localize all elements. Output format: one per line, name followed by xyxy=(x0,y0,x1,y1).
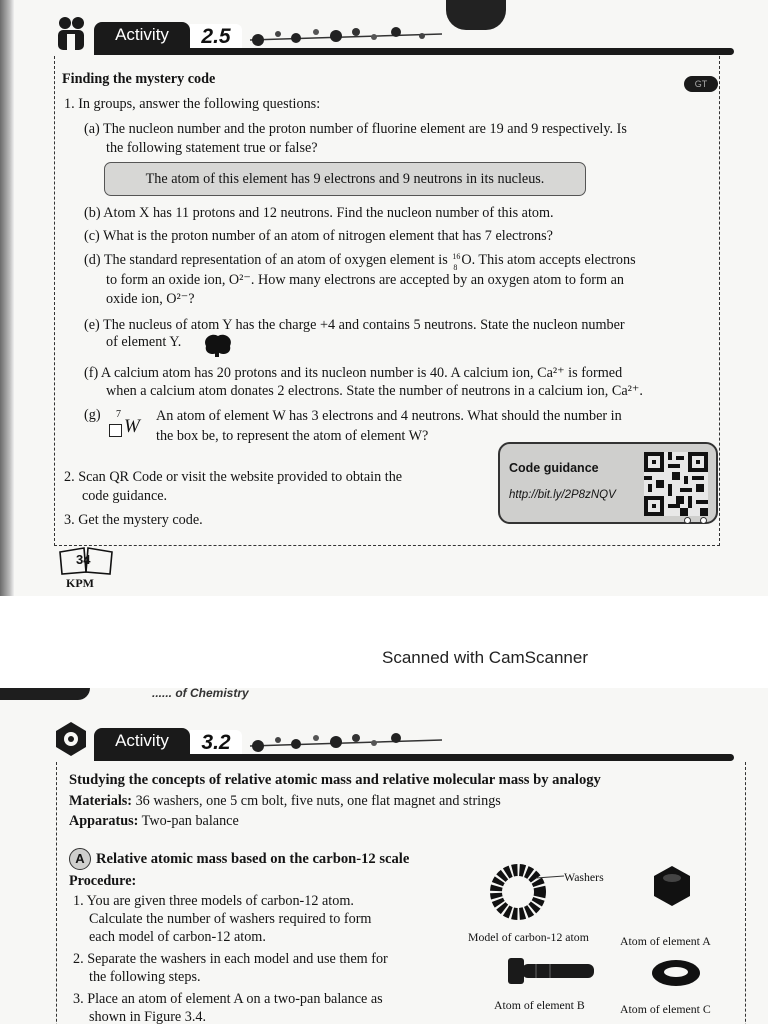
procedure-label: Procedure: xyxy=(69,873,137,889)
question-d-line-2: to form an oxide ion, O²⁻. How many electrons are accepted by an oxygen atom to form an xyxy=(106,272,624,288)
element-c-magnet-image xyxy=(650,958,702,988)
textbook-page-chapter-3 xyxy=(0,688,768,1024)
step-2-line-1: 2. Scan QR Code or visit the website provided to obtain the xyxy=(64,469,403,485)
activity-title-2: Studying the concepts of relative atomic mass and relative molecular mass by analogy xyxy=(69,772,601,788)
question-c: (c) What is the proton number of an atom of nitrogen element that has 7 electrons? xyxy=(84,228,553,244)
activity-header-2 xyxy=(50,720,740,764)
apparatus-label: Apparatus: xyxy=(69,813,139,829)
step-1-line-3: each model of carbon-12 atom. xyxy=(89,929,266,945)
activity-header xyxy=(50,14,740,58)
step-3-line-1-p2: 3. Place an atom of element A on a two-pan balance as xyxy=(73,991,383,1007)
code-guidance-url[interactable]: http://bit.ly/2P8zNQV xyxy=(509,489,616,501)
question-e-line-2: of element Y. xyxy=(106,334,182,350)
experiment-icon xyxy=(52,720,90,758)
carbon-12-washer-model-image xyxy=(488,864,568,920)
scanner-watermark: Scanned with CamScanner xyxy=(382,648,589,667)
qr-code-icon[interactable] xyxy=(644,452,708,516)
step-1-line-1: 1. You are given three models of carbon-12 atom. xyxy=(73,893,354,909)
activity-number-2: 3.2 xyxy=(190,730,242,756)
molecule-chain-decoration-2 xyxy=(246,726,446,756)
oxygen-proton-number: 8 xyxy=(453,263,458,272)
question-d-line-3: oxide ion, O²⁻? xyxy=(106,291,195,307)
group-task-badge: GT xyxy=(684,76,718,92)
element-w-nucleon-number: 7 xyxy=(116,409,121,420)
element-b-bolt-image xyxy=(506,954,596,988)
apparatus-text: Two-pan balance xyxy=(141,813,239,829)
question-d-line-1 xyxy=(84,251,636,272)
question-1: 1. In groups, answer the following questions: xyxy=(64,96,321,112)
panel-dot-1 xyxy=(684,517,691,524)
group-activity-icon xyxy=(52,14,90,52)
question-g-label: (g) xyxy=(84,407,101,423)
step-2-line-2-p2: the following steps. xyxy=(89,969,201,985)
page-number: 34 xyxy=(76,552,91,567)
section-a-title: Relative atomic mass based on the carbon-12 scale xyxy=(96,851,410,867)
top-left-shadow xyxy=(0,688,90,700)
activity-title: Finding the mystery code xyxy=(62,71,216,87)
question-g-line-2: the box be, to represent the atom of element W? xyxy=(156,428,429,444)
panel-dot-2 xyxy=(700,517,707,524)
statement-box: The atom of this element has 9 electrons and 9 neutrons in its nucleus. xyxy=(104,162,586,196)
activity-number: 2.5 xyxy=(190,24,242,50)
question-b: (b) Atom X has 11 protons and 12 neutrons. Find the nucleon number of this atom. xyxy=(84,205,554,221)
step-3-line-2-p2: shown in Figure 3.4. xyxy=(89,1009,207,1024)
apparatus-line xyxy=(69,812,239,830)
step-2-line-2: code guidance. xyxy=(82,488,168,504)
section-a-letter: A xyxy=(75,851,85,866)
activity-header-bar-2 xyxy=(94,754,734,761)
code-guidance-title: Code guidance xyxy=(509,461,599,475)
question-a-line-1: (a) The nucleon number and the proton number of fluorine element are 19 and 9 respectively. Is xyxy=(84,121,627,137)
section-a-circle xyxy=(69,848,91,870)
oxygen-nucleon-number: 16 xyxy=(452,252,461,261)
element-b-label: Atom of element B xyxy=(494,998,585,1012)
question-d-text-b: . This atom accepts electrons xyxy=(471,252,636,268)
step-1-line-2: Calculate the number of washers required to form xyxy=(89,911,372,927)
activity-label: Activity xyxy=(94,22,190,48)
element-a-nut-image xyxy=(650,864,694,908)
washers-label: Washers xyxy=(564,870,604,884)
step-3: 3. Get the mystery code. xyxy=(64,512,203,528)
element-c-label: Atom of element C xyxy=(620,1002,711,1016)
book-spine-shadow xyxy=(0,0,14,596)
carbon-12-model-label: Model of carbon-12 atom xyxy=(468,930,589,944)
question-a-line-2: the following statement true or false? xyxy=(106,140,318,156)
step-2-line-1-p2: 2. Separate the washers in each model and use them for xyxy=(73,951,388,967)
code-guidance-panel[interactable] xyxy=(498,442,718,524)
question-f-line-1: (f) A calcium atom has 20 protons and its nucleon number is 40. A calcium ion, Ca²⁺ is formed xyxy=(84,365,623,381)
activity-label-2: Activity xyxy=(94,728,190,754)
publisher-kpm: KPM xyxy=(66,576,94,590)
materials-label: Materials: xyxy=(69,793,133,809)
running-head: ...... of Chemistry xyxy=(152,688,249,700)
oxygen-notation xyxy=(451,251,461,272)
element-w-symbol: W xyxy=(124,416,140,437)
molecule-chain-decoration xyxy=(246,20,446,50)
materials-text: 36 washers, one 5 cm bolt, five nuts, one flat magnet and strings xyxy=(135,793,501,809)
activity-header-bar xyxy=(94,48,734,55)
oxygen-symbol: O xyxy=(461,252,472,268)
materials-line xyxy=(69,792,501,810)
answer-box xyxy=(109,424,122,437)
question-d-text-a: (d) The standard representation of an atom of oxygen element is xyxy=(84,252,448,268)
element-a-label: Atom of element A xyxy=(620,934,711,948)
question-e-line-1: (e) The nucleus of atom Y has the charge +4 and contains 5 neutrons. State the nucleon number xyxy=(84,317,625,333)
question-f-line-2: when a calcium atom donates 2 electrons. State the number of neutrons in a calcium ion, Ca²⁺. xyxy=(106,383,643,399)
brain-icon xyxy=(200,332,234,358)
question-g-line-1: An atom of element W has 3 electrons and 4 neutrons. What should the number in xyxy=(156,408,622,424)
